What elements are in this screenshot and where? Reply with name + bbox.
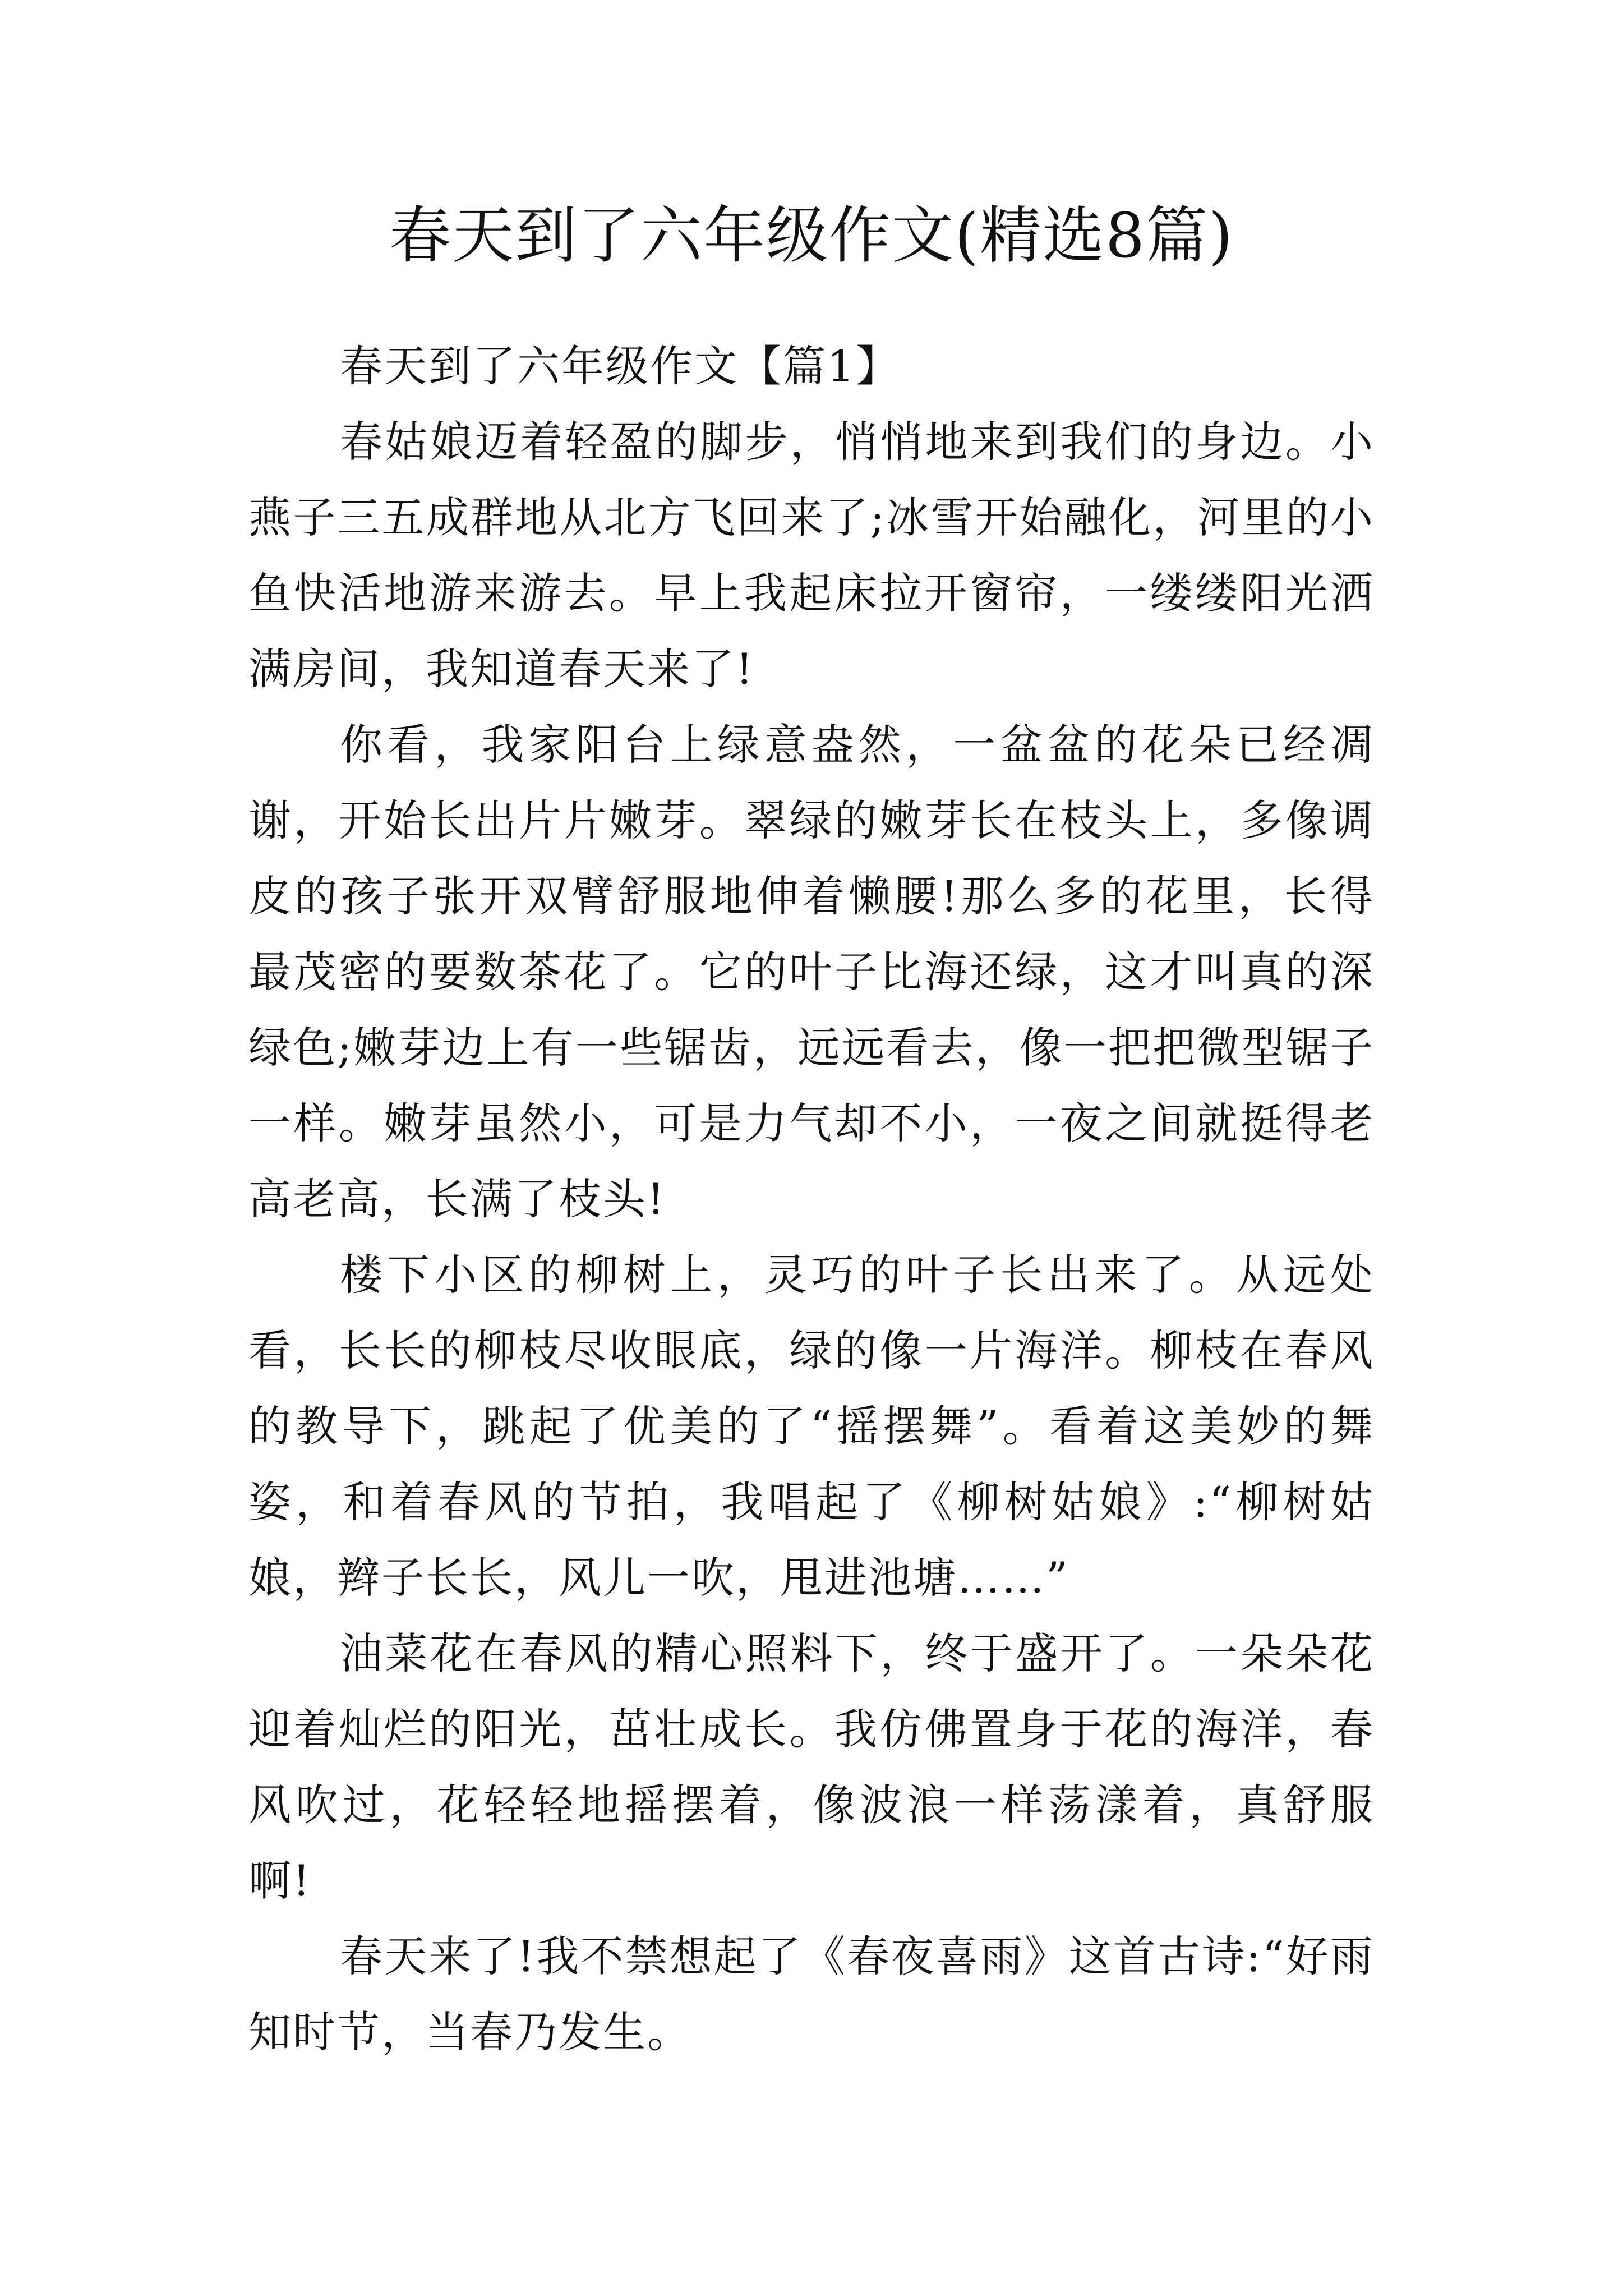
paragraph-2: 你看，我家阳台上绿意盎然，一盆盆的花朵已经凋谢，开始长出片片嫩芽。翠绿的嫩芽长在枝头上，多像调皮的孩子张开双臂舒服地伸着懒腰!那么多的花里，长得最茂密的要数茶花了。它的叶子比海还绿，这才叫真的深绿色;嫩芽边上有一些锯齿，远远看去，像一把把微型锯子一样。嫩芽虽然小，可是力气却不小，一夜之间就挺得老高老高，长满了枝头! xyxy=(248,720,1375,1224)
paragraph-4: 油菜花在春风的精心照料下，终于盛开了。一朵朵花迎着灿烂的阳光，茁壮成长。我仿佛置身于花的海洋，春风吹过，花轻轻地摇摆着，像波浪一样荡漾着，真舒服啊! xyxy=(248,1628,1375,1906)
paragraph-5: 春天来了!我不禁想起了《春夜喜雨》这首古诗:“好雨知时节，当春乃发生。 xyxy=(248,1931,1375,2057)
paragraph-3: 楼下小区的柳树上，灵巧的叶子长出来了。从远处看，长长的柳枝尽收眼底，绿的像一片海洋。柳枝在春风的教导下，跳起了优美的了“摇摆舞”。看着这美妙的舞姿，和着春风的节拍，我唱起了《柳树姑娘》:“柳树姑娘，辫子长长，风儿一吹，甩进池塘……” xyxy=(248,1250,1375,1603)
section-heading: 春天到了六年级作文【篇1】 xyxy=(340,341,901,391)
document-body xyxy=(248,328,1375,2070)
paragraph-1: 春姑娘迈着轻盈的脚步，悄悄地来到我们的身边。小燕子三五成群地从北方飞回来了;冰雪开始融化，河里的小鱼快活地游来游去。早上我起床拉开窗帘，一缕缕阳光洒满房间，我知道春天来了! xyxy=(248,417,1375,694)
document-title: 春天到了六年级作文(精选8篇) xyxy=(389,200,1234,272)
